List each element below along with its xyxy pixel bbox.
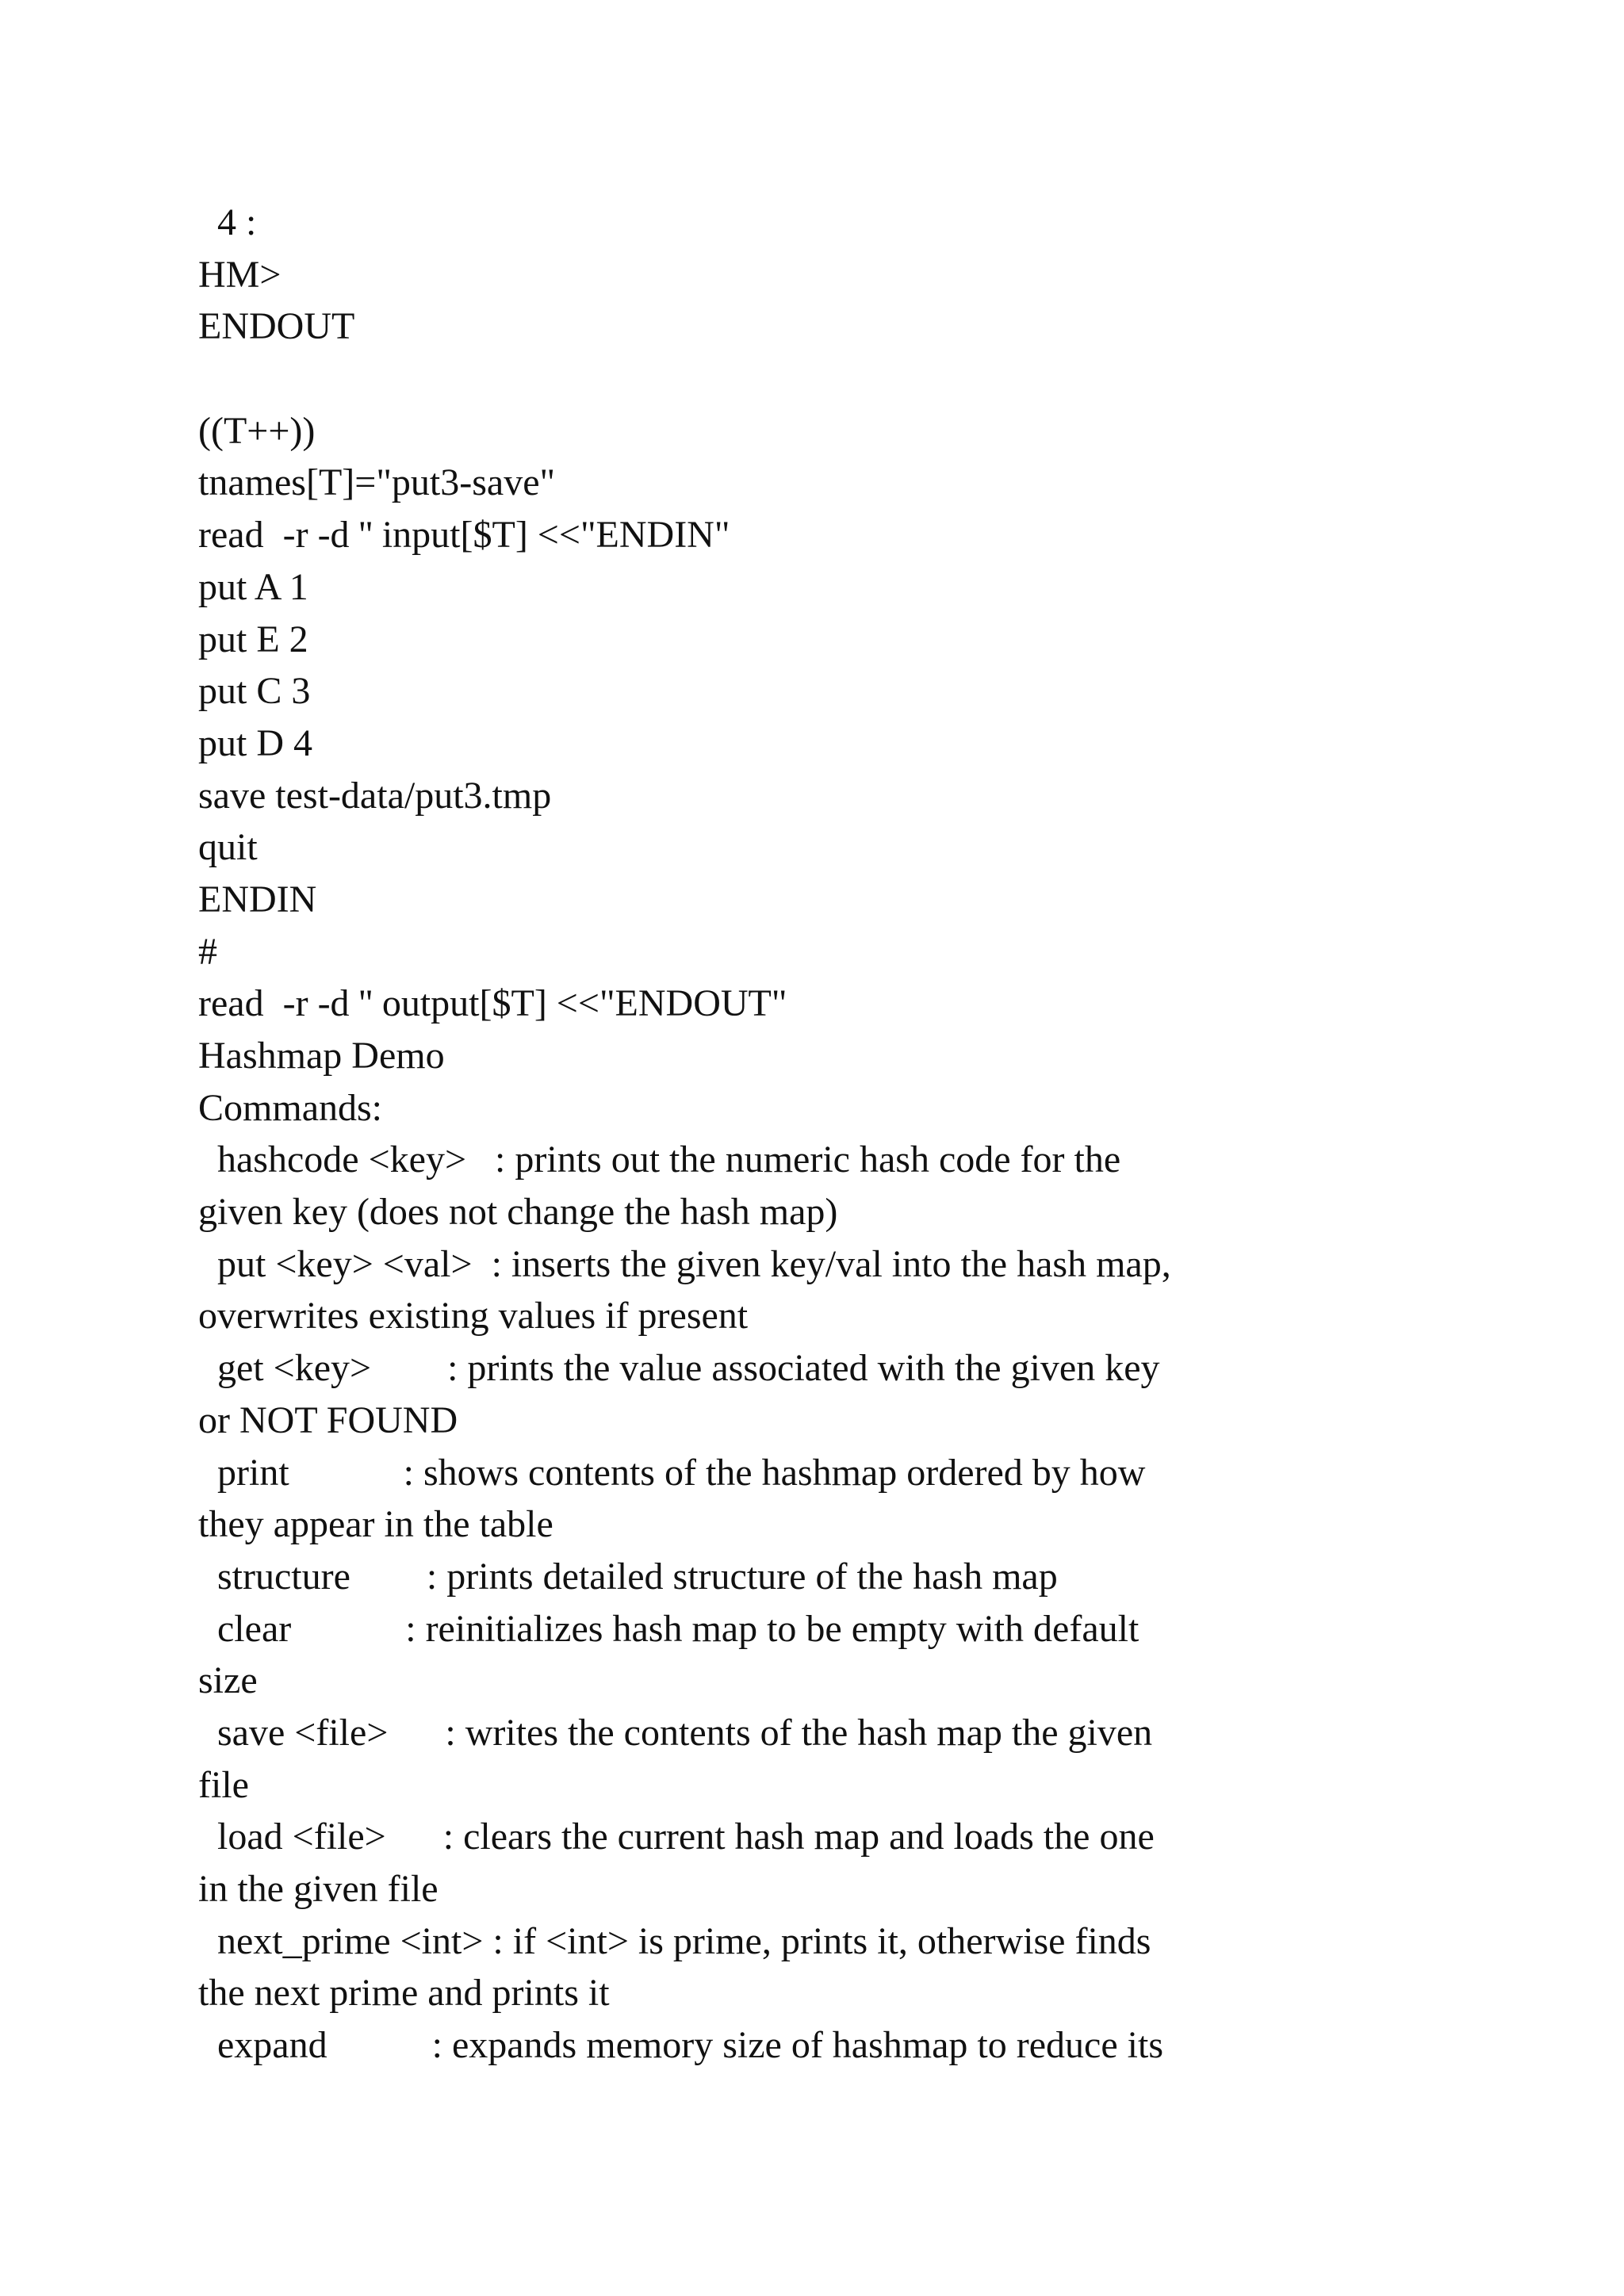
text-line: ENDIN <box>198 878 317 920</box>
text-line: Commands: <box>198 1086 383 1129</box>
blank-line <box>198 353 1499 405</box>
text-line: size <box>198 1659 258 1702</box>
text-line: next_prime <int> : if <int> is prime, prints it, otherwise finds <box>198 1919 1151 1962</box>
text-line: structure : prints detailed structure of the hash map <box>198 1555 1058 1598</box>
text-line: print : shows contents of the hashmap ordered by how <box>198 1451 1146 1494</box>
text-line: load <file> : clears the current hash map and loads the one <box>198 1816 1155 1858</box>
text-line: quit <box>198 826 258 869</box>
text-line: expand : expands memory size of hashmap to reduce its <box>198 2024 1164 2067</box>
text-line: HM> <box>198 253 282 296</box>
text-line: put D 4 <box>198 721 312 764</box>
text-line: given key (does not change the hash map) <box>198 1191 838 1234</box>
text-line: ENDOUT <box>198 305 355 348</box>
text-line: they appear in the table <box>198 1503 553 1546</box>
text-line: in the given file <box>198 1868 439 1910</box>
text-line: read -r -d '' input[$T] <<"ENDIN" <box>198 514 730 557</box>
text-line: save test-data/put3.tmp <box>198 774 552 817</box>
text-line: get <key> : prints the value associated with the given key <box>198 1347 1160 1390</box>
document-text <box>198 197 1499 2072</box>
text-line: put A 1 <box>198 565 308 608</box>
text-line: ((T++)) <box>198 409 316 452</box>
text-line: put <key> <val> : inserts the given key/val into the hash map, <box>198 1242 1171 1285</box>
text-line: save <file> : writes the contents of the hash map the given <box>198 1711 1153 1754</box>
text-line: 4 : <box>198 201 257 243</box>
text-line: put C 3 <box>198 670 311 713</box>
text-line: tnames[T]="put3-save" <box>198 461 556 504</box>
text-line: the next prime and prints it <box>198 1972 610 2015</box>
text-line: # <box>198 930 217 973</box>
text-line: file <box>198 1763 249 1806</box>
text-line: overwrites existing values if present <box>198 1295 749 1337</box>
text-line: read -r -d '' output[$T] <<"ENDOUT" <box>198 982 787 1025</box>
text-line: or NOT FOUND <box>198 1399 458 1441</box>
text-line: Hashmap Demo <box>198 1035 445 1077</box>
text-line: hashcode <key> : prints out the numeric hash code for the <box>198 1138 1121 1181</box>
text-line: clear : reinitializes hash map to be empty with default <box>198 1607 1139 1650</box>
text-line: put E 2 <box>198 618 308 660</box>
